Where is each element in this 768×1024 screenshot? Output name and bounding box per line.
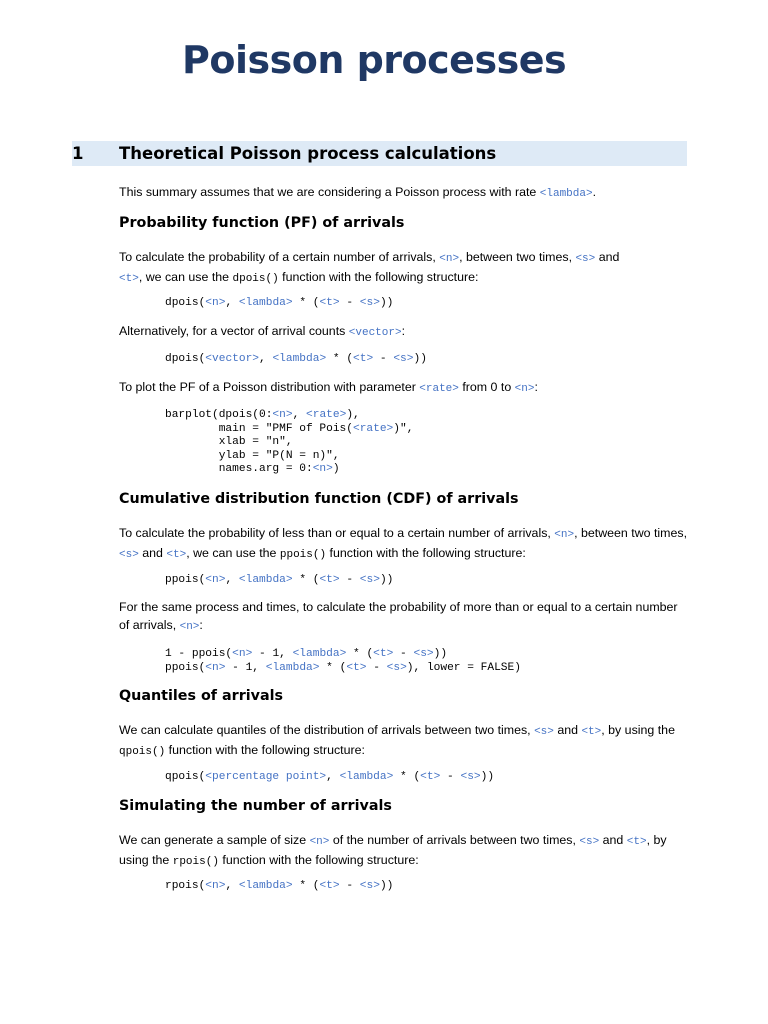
quantiles-code-qpois: qpois(<percentage point>, <lambda> * (<t> - <s>)) xyxy=(165,771,495,783)
quantiles-heading: Quantiles of arrivals xyxy=(119,688,284,704)
pf-paragraph-3: To plot the PF of a Poisson distribution with parameter <rate> from 0 to <n>: xyxy=(119,380,538,395)
pf-code-dpois-vector: dpois(<vector>, <lambda> * (<t> - <s>)) xyxy=(165,353,427,365)
pf-code-dpois: dpois(<n>, <lambda> * (<t> - <s>)) xyxy=(165,297,394,309)
cdf-paragraph-2: For the same process and times, to calculate the probability of more than or equal to a certain number of arrivals, <n>: xyxy=(119,600,678,633)
simulation-paragraph: We can generate a sample of size <n> of the number of arrivals between two times, <s> and <t>, by using the rpois() function with the following structure: xyxy=(119,833,667,868)
pf-paragraph-1: To calculate the probability of a certain number of arrivals, <n>, between two times, <s> and <t>, we can use the dpois() function with the following structure: xyxy=(119,250,620,285)
simulation-heading: Simulating the number of arrivals xyxy=(119,798,392,814)
cdf-code-ppois: ppois(<n>, <lambda> * (<t> - <s>)) xyxy=(165,574,394,586)
section-number: 1 xyxy=(72,144,84,163)
cdf-heading: Cumulative distribution function (CDF) of arrivals xyxy=(119,491,519,507)
intro-paragraph: This summary assumes that we are considering a Poisson process with rate <lambda>. xyxy=(119,185,597,200)
page-title: Poisson processes xyxy=(182,38,567,82)
simulation-code-rpois: rpois(<n>, <lambda> * (<t> - <s>)) xyxy=(165,880,394,892)
pf-heading: Probability function (PF) of arrivals xyxy=(119,215,405,231)
quantiles-paragraph: We can calculate quantiles of the distribution of arrivals between two times, <s> and <t>, by using the qpois() function with the following structure: xyxy=(119,723,675,758)
pf-paragraph-2: Alternatively, for a vector of arrival counts <vector>: xyxy=(119,324,406,339)
section-heading xyxy=(72,141,687,166)
pf-code-barplot: barplot(dpois(0:<n>, <rate>), main = "PMF of Pois(<rate>)", xlab = "n", ylab = "P(N = n)", names.arg = 0:<n>) xyxy=(165,409,414,476)
section-title: Theoretical Poisson process calculations xyxy=(119,144,497,163)
cdf-code-upper-tail: 1 - ppois(<n> - 1, <lambda> * (<t> - <s>)) ppois(<n> - 1, <lambda> * (<t> - <s>), lower = FALSE) xyxy=(165,648,521,674)
cdf-paragraph-1: To calculate the probability of less than or equal to a certain number of arrivals, <n>, between two times, <s> and <t>, we can use the ppois() function with the following structure: xyxy=(119,526,688,561)
